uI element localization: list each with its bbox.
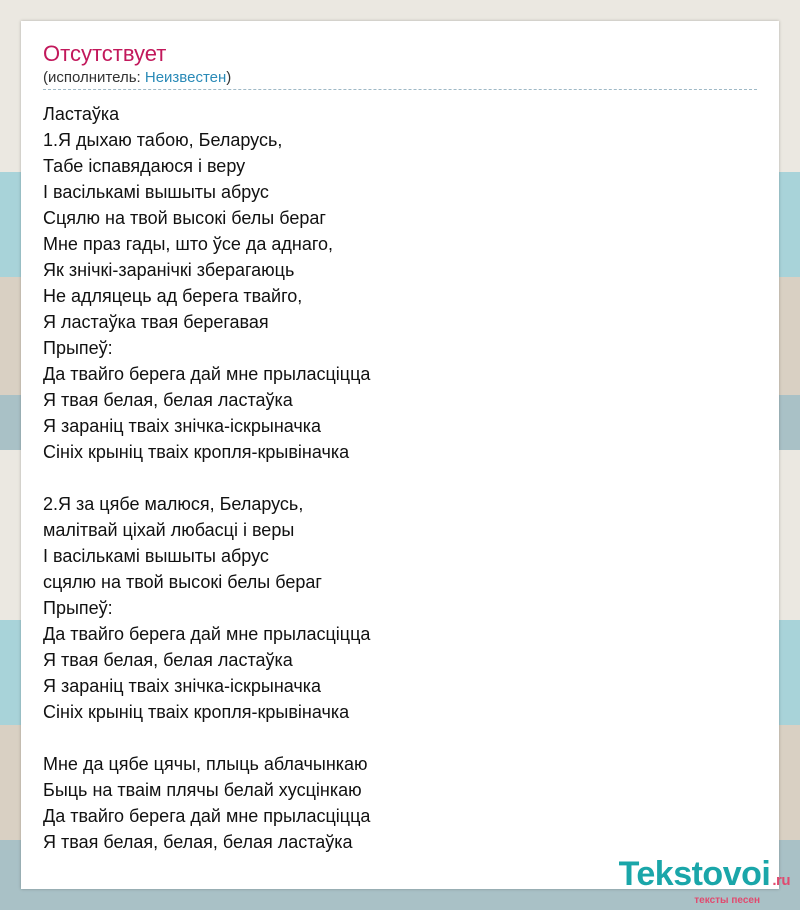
lyric-line: І васількамі вышыты абрус [43, 182, 269, 202]
lyric-line: Я твая белая, белая ластаўка [43, 650, 293, 670]
lyric-line: Я твая белая, белая ластаўка [43, 390, 293, 410]
lyric-line: Да твайго берега дай мне прыласціцца [43, 364, 371, 384]
lyric-line: Да твайго берега дай мне прыласціцца [43, 624, 371, 644]
lyric-line: Я зараніц тваіх знічка-іскрыначка [43, 416, 322, 436]
site-logo[interactable] [619, 856, 790, 906]
lyric-line: Мне праз гады, што ўсе да аднаго, [43, 234, 334, 254]
lyric-line: малітвай ціхай любасці і веры [43, 520, 295, 540]
lyric-line: Я зараніц тваіх знічка-іскрыначка [43, 676, 322, 696]
lyric-blank-line [43, 725, 757, 751]
artist-prefix: (исполнитель: [43, 69, 145, 86]
lyric-line: Сцялю на твой высокі белы бераг [43, 208, 326, 228]
logo-wordmark [619, 856, 790, 899]
lyric-line: Я ластаўка твая берегавая [43, 312, 269, 332]
lyric-line: Як знічкі-заранічкі зберагаюць [43, 260, 295, 280]
lyric-line: 2.Я за цябе малюся, Беларусь, [43, 494, 304, 514]
lyric-line: сцялю на твой высокі белы бераг [43, 572, 322, 592]
lyrics-card [21, 21, 779, 889]
lyric-line: І васількамі вышыты абрус [43, 546, 269, 566]
lyric-line: Сініх крыніц тваіх кропля-крывіначка [43, 702, 350, 722]
song-title: Отсутствует [43, 41, 167, 66]
logo-tagline: тексты песен [694, 895, 760, 906]
artist-link[interactable]: Неизвестен [144, 69, 227, 86]
artist-line [43, 68, 757, 90]
lyric-line: Прыпеў: [43, 338, 113, 358]
lyric-line: Прыпеў: [43, 598, 113, 618]
lyric-line: Мне да цябе цячы, плыць аблачынкаю [43, 754, 368, 774]
artist-suffix: ) [226, 69, 232, 86]
logo-main-text: Tekstovoi [618, 855, 771, 893]
lyric-line: Я твая белая, белая, белая ластаўка [43, 832, 353, 852]
lyric-line: Не адляцець ад берега твайго, [43, 286, 303, 306]
lyric-line: Ластаўка [43, 104, 120, 124]
logo-tld: .ru [772, 872, 790, 889]
lyric-line: Быць на тваім плячы белай хусцінкаю [43, 780, 362, 800]
lyric-line: Табе іспавядаюся і веру [43, 156, 246, 176]
lyric-blank-line [43, 465, 757, 491]
lyric-line: Да твайго берега дай мне прыласціцца [43, 806, 371, 826]
lyric-line: Сініх крыніц тваіх кропля-крывіначка [43, 442, 350, 462]
lyric-line: 1.Я дыхаю табою, Беларусь, [43, 130, 283, 150]
lyrics-text [43, 101, 757, 855]
